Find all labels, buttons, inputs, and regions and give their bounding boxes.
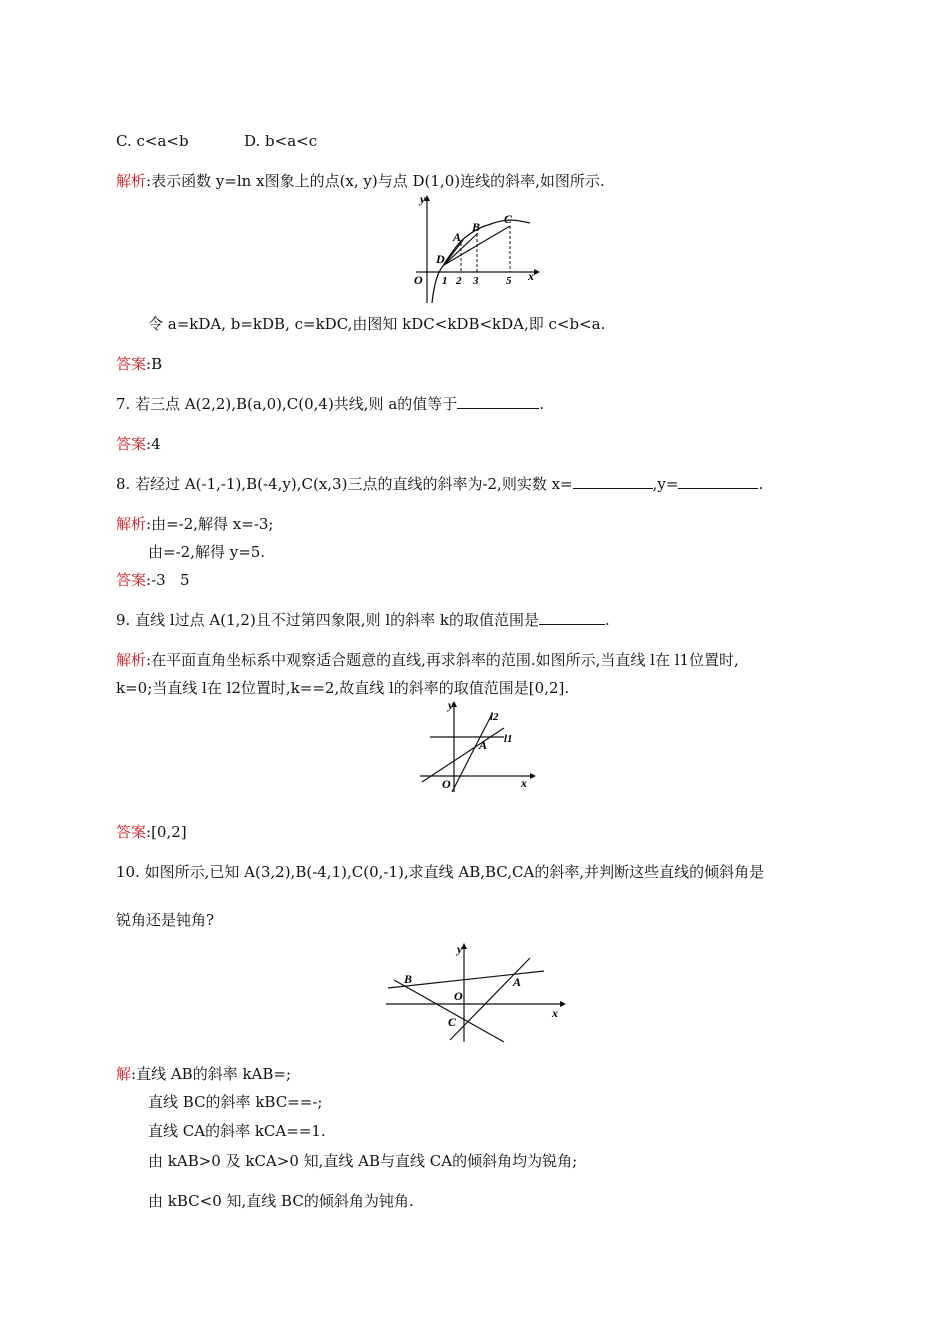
- tick-5: 5: [506, 275, 512, 287]
- tick-2: 2: [456, 275, 462, 287]
- analysis-label: 解析: [116, 515, 147, 533]
- y-axis-label: y: [420, 192, 426, 206]
- triangle-lines-figure: [384, 940, 570, 1044]
- point-c-label: C: [448, 1015, 457, 1029]
- point-c-label: C: [504, 212, 513, 226]
- q10-solution-line5: 由 kBC<0 知,直线 BC的倾斜角为钝角.: [148, 1192, 414, 1210]
- l1-label: l1: [504, 733, 513, 745]
- lines-l1-l2-figure: [418, 700, 538, 794]
- q10-solution: [116, 1064, 291, 1084]
- option-d: D. b<a<c: [244, 132, 318, 150]
- q6-answer: [116, 354, 162, 374]
- q8-analysis-line2: 由=-2,解得 y=5.: [148, 543, 266, 561]
- answer-text: :[0,2]: [146, 823, 187, 841]
- q9-analysis-line2: k=0;当直线 l在 l2位置时,k==2,故直线 l的斜率的取值范围是[0,2].: [116, 679, 570, 697]
- y-axis-label: y: [457, 942, 463, 956]
- answer-blank: [539, 610, 605, 625]
- analysis-label: 解析: [116, 172, 147, 190]
- origin-label: O: [454, 989, 463, 1003]
- answer-text: :4: [146, 435, 161, 453]
- point-b-label: B: [472, 220, 481, 234]
- solution-label: 解: [116, 1065, 132, 1083]
- x-axis-label: x: [528, 269, 534, 283]
- q8-question-mid: ,y=: [652, 475, 679, 493]
- origin-label: O: [414, 273, 423, 287]
- option-c: C. c<a<b: [116, 132, 189, 150]
- point-b-label: B: [404, 972, 413, 986]
- answer-label: 答案: [116, 435, 147, 453]
- answer-blank: [457, 394, 539, 409]
- point-a-label: A: [453, 230, 462, 244]
- q8-analysis: [116, 514, 273, 534]
- answer-blank-y: [678, 474, 758, 489]
- q10-solution-line4: 由 kAB>0 及 kCA>0 知,直线 AB与直线 CA的倾斜角均为锐角;: [148, 1152, 578, 1170]
- q7-question-end: .: [539, 395, 545, 413]
- q9-question-end: .: [605, 611, 610, 629]
- q6-analysis: [116, 171, 605, 191]
- q8-question: [116, 474, 763, 494]
- point-a-label: A: [479, 738, 488, 752]
- q10-solution-line2: 直线 BC的斜率 kBC==-;: [148, 1093, 323, 1111]
- tick-1: 1: [442, 275, 448, 287]
- l2-label: l2: [490, 711, 499, 723]
- answer-label: 答案: [116, 571, 147, 589]
- y-axis-label: y: [448, 698, 454, 712]
- analysis-label: 解析: [116, 651, 147, 669]
- q9-analysis: [116, 650, 739, 670]
- q7-answer: [116, 434, 161, 454]
- answer-label: 答案: [116, 355, 147, 373]
- q8-question-text: 8. 若经过 A(-1,-1),B(-4,y),C(x,3)三点的直线的斜率为-2,则实数 x=: [116, 475, 573, 493]
- analysis-text: :由=-2,解得 x=-3;: [146, 515, 274, 533]
- q8-answer: [116, 570, 190, 590]
- point-d-label: D: [436, 252, 445, 266]
- q6-conclusion: 令 a=kDA, b=kDB, c=kDC,由图知 kDC<kDB<kDA,即 c<b<a.: [148, 315, 606, 333]
- q7-question-text: 7. 若三点 A(2,2),B(a,0),C(0,4)共线,则 a的值等于: [116, 395, 458, 413]
- answer-label: 答案: [116, 823, 147, 841]
- q7-question: [116, 394, 544, 414]
- q9-answer: [116, 822, 187, 842]
- q10-question: 10. 如图所示,已知 A(3,2),B(-4,1),C(0,-1),求直线 AB,BC,CA的斜率,并判断这些直线的倾斜角是: [116, 863, 765, 881]
- x-axis-label: x: [552, 1006, 558, 1020]
- q9-question: [116, 610, 610, 630]
- q8-question-end: .: [758, 475, 764, 493]
- analysis-text: :表示函数 y=ln x图象上的点(x, y)与点 D(1,0)连线的斜率,如图所示.: [146, 172, 605, 190]
- point-a-label: A: [513, 975, 522, 989]
- analysis-text: :在平面直角坐标系中观察适合题意的直线,再求斜率的范围.如图所示,当直线 l在 l1位置时,: [146, 651, 739, 669]
- tick-3: 3: [473, 275, 479, 287]
- ln-graph-figure: [410, 193, 540, 308]
- x-axis-label: x: [521, 776, 527, 790]
- answer-text: :B: [146, 355, 163, 373]
- origin-label: O: [442, 777, 451, 791]
- solution-text: :直线 AB的斜率 kAB=;: [131, 1065, 292, 1083]
- q10-question-line2: 锐角还是钝角?: [116, 911, 215, 929]
- answer-text: :-3 5: [146, 571, 190, 589]
- q10-solution-line3: 直线 CA的斜率 kCA==1.: [148, 1122, 326, 1140]
- answer-blank-x: [573, 474, 653, 489]
- q9-question-text: 9. 直线 l过点 A(1,2)且不过第四象限,则 l的斜率 k的取值范围是: [116, 611, 539, 629]
